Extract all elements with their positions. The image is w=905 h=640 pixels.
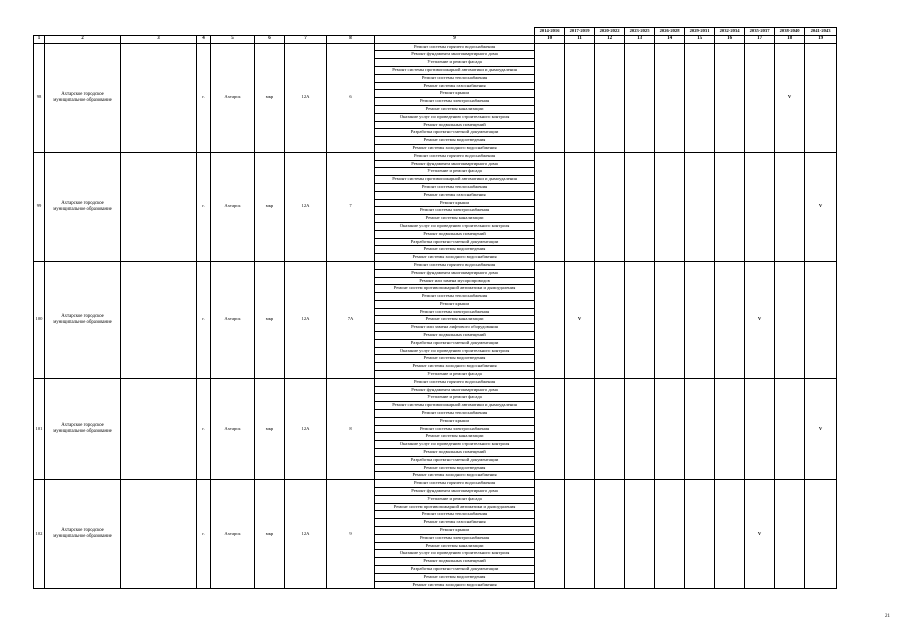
period-mark-cell [535,152,565,261]
period-mark-cell [745,378,775,479]
work-description: Ремонт системы теплоснабжения [375,293,535,301]
table-row [34,261,837,269]
settlement-type-cell: г. [197,378,211,479]
house-number-cell: 7 [327,152,375,261]
work-description: Разработка проектно-сметной документации [375,339,535,347]
period-mark-cell [685,152,715,261]
work-description: Ремонт систем противопожарной автоматики и дымоудаления [375,285,535,293]
column-number: 12 [595,35,625,43]
period-mark-cell [625,480,655,589]
period-mark-cell [595,43,625,152]
work-description: Ремонт системы газоснабжения [375,191,535,199]
column-number: 4 [197,35,211,43]
period-mark-cell [685,43,715,152]
period-mark-v: V [805,378,837,479]
table-row [34,480,837,488]
work-description: Ремонт подвальных помещений [375,332,535,340]
period-mark-cell [565,480,595,589]
work-description: Оказание услуг по проведению строительного контроля [375,441,535,449]
period-mark-cell [655,43,685,152]
work-description: Ремонт системы электроснабжения [375,425,535,433]
column-number: 10 [535,35,565,43]
work-description: Оказание услуг по проведению строительного контроля [375,113,535,121]
work-description: Утепление и ремонт фасада [375,59,535,67]
settlement-type-cell: г. [197,152,211,261]
work-description: Ремонт системы электроснабжения [375,534,535,542]
period-header: 2032-2034 [715,28,745,36]
house-number-cell: 7А [327,261,375,378]
period-mark-cell [715,152,745,261]
table-row [34,378,837,386]
column-number: 17 [745,35,775,43]
street-cell: 12А [285,43,327,152]
work-description: Разработка проектно-сметной документации [375,565,535,573]
record-number: 102 [34,480,45,589]
table-row [34,152,837,160]
work-description: Ремонт системы холодного водоснабжения [375,144,535,152]
page-number: 21 [885,614,890,619]
capital-repair-table [33,27,837,589]
district-cell: мкр [255,152,285,261]
settlement-type-cell: г. [197,480,211,589]
work-description: Ремонт фундамента многоквартирного дома [375,160,535,168]
work-description: Ремонт системы холодного водоснабжения [375,254,535,262]
column-number: 14 [655,35,685,43]
period-mark-v: V [565,261,595,378]
work-description: Утепление и ремонт фасада [375,394,535,402]
period-header: 2014-2016 [535,28,565,36]
period-header: 2023-2025 [625,28,655,36]
period-mark-cell [655,480,685,589]
work-description: Ремонт системы холодного водоснабжения [375,581,535,589]
period-mark-cell [775,480,805,589]
column-number: 15 [685,35,715,43]
work-description: Ремонт подвальных помещений [375,449,535,457]
period-mark-cell [715,43,745,152]
column-number: 9 [375,35,535,43]
period-mark-cell [625,261,655,378]
work-description: Ремонт системы газоснабжения [375,82,535,90]
work-description: Ремонт системы водоотведения [375,246,535,254]
work-description: Ремонт системы канализации [375,215,535,223]
work-description: Ремонт системы канализации [375,542,535,550]
work-description: Оказание услуг по проведению строительного контроля [375,550,535,558]
work-description: Ремонт системы противопожарной автоматики и дымоудаления [375,402,535,410]
column-number: 6 [255,35,285,43]
work-description: Ремонт системы горячего водоснабжения [375,378,535,386]
period-mark-cell [595,480,625,589]
period-mark-cell [535,261,565,378]
period-mark-cell [595,152,625,261]
street-cell: 12А [285,152,327,261]
column-number: 16 [715,35,745,43]
work-description: Ремонт системы теплоснабжения [375,511,535,519]
column-number: 13 [625,35,655,43]
work-description: Ремонт подвальных помещений [375,558,535,566]
work-description: Ремонт крыши [375,300,535,308]
work-description: Ремонт фундамента многоквартирного дома [375,488,535,496]
period-header: 2035-2037 [745,28,775,36]
period-mark-cell [535,480,565,589]
work-description: Разработка проектно-сметной документации [375,456,535,464]
period-header: 2020-2022 [595,28,625,36]
period-mark-cell [715,480,745,589]
municipality-cell: Ахтарское городское муниципальное образование [45,480,121,589]
work-description: Ремонт системы электроснабжения [375,98,535,106]
period-header: 2029-2031 [685,28,715,36]
register-sheet [33,27,837,589]
work-description: Ремонт системы водоотведения [375,355,535,363]
period-mark-v: V [745,480,775,589]
work-description: Оказание услуг по проведению строительного контроля [375,347,535,355]
street-cell: 12А [285,378,327,479]
period-mark-v: V [805,152,837,261]
work-description: Ремонт системы канализации [375,433,535,441]
period-mark-cell [775,261,805,378]
city-cell: Ахтарск [211,378,255,479]
period-mark-cell [595,378,625,479]
work-description: Ремонт подвальных помещений [375,230,535,238]
work-description: Ремонт системы газоснабжения [375,519,535,527]
house-number-cell: 8 [327,378,375,479]
work-description: Ремонт системы противопожарной автоматики и дымоудаления [375,66,535,74]
column-number: 3 [121,35,197,43]
period-mark-cell [715,378,745,479]
work-description: Ремонт системы теплоснабжения [375,183,535,191]
period-mark-cell [805,480,837,589]
period-mark-cell [775,378,805,479]
settlement-type-cell: г. [197,43,211,152]
column-number: 18 [775,35,805,43]
work-description: Разработка проектно-сметной документации [375,238,535,246]
work-description: Ремонт системы водоотведения [375,137,535,145]
period-mark-cell [625,43,655,152]
district-cell: мкр [255,43,285,152]
period-mark-cell [685,378,715,479]
record-number: 100 [34,261,45,378]
work-description: Ремонт фундамента многоквартирного дома [375,51,535,59]
record-number: 101 [34,378,45,479]
period-mark-cell [685,261,715,378]
municipality-cell: Ахтарское городское муниципальное образование [45,378,121,479]
work-description: Ремонт систем противопожарной автоматики и дымоудаления [375,503,535,511]
column-number: 11 [565,35,595,43]
work-description: Ремонт или замена лифтового оборудования [375,324,535,332]
work-description: Ремонт системы электроснабжения [375,207,535,215]
municipality-cell: Ахтарское городское муниципальное образование [45,261,121,378]
period-header-row [34,28,837,36]
municipality-cell: Ахтарское городское муниципальное образование [45,43,121,152]
column-number: 7 [285,35,327,43]
district-cell: мкр [255,261,285,378]
work-description: Ремонт системы горячего водоснабжения [375,152,535,160]
period-mark-cell [685,480,715,589]
work-description: Ремонт подвальных помещений [375,121,535,129]
period-mark-cell [655,152,685,261]
blank-cell [121,480,197,589]
work-description: Ремонт системы электроснабжения [375,308,535,316]
period-mark-cell [805,261,837,378]
city-cell: Ахтарск [211,152,255,261]
period-header: 2041-2043 [805,28,837,36]
blank-cell [121,261,197,378]
city-cell: Ахтарск [211,480,255,589]
work-description: Ремонт системы водоотведения [375,464,535,472]
column-number: 8 [327,35,375,43]
blank-cell [121,152,197,261]
period-mark-cell [625,378,655,479]
work-description: Ремонт крыши [375,527,535,535]
work-description: Ремонт крыши [375,90,535,98]
work-description: Ремонт системы теплоснабжения [375,74,535,82]
period-mark-cell [745,43,775,152]
district-cell: мкр [255,480,285,589]
period-mark-v: V [775,43,805,152]
work-description: Ремонт крыши [375,417,535,425]
city-cell: Ахтарск [211,261,255,378]
work-description: Ремонт системы противопожарной автоматики и дымоудаления [375,176,535,184]
column-number: 1 [34,35,45,43]
period-mark-cell [775,152,805,261]
house-number-cell: 6 [327,43,375,152]
municipality-cell: Ахтарское городское муниципальное образование [45,152,121,261]
work-description: Разработка проектно-сметной документации [375,129,535,137]
house-number-cell: 9 [327,480,375,589]
period-header: 2038-2040 [775,28,805,36]
table-row [34,43,837,51]
work-description: Ремонт фундамента многоквартирного дома [375,269,535,277]
period-mark-cell [655,378,685,479]
work-description: Ремонт фундамента многоквартирного дома [375,386,535,394]
period-mark-v: V [745,261,775,378]
column-number: 19 [805,35,837,43]
work-description: Ремонт системы холодного водоснабжения [375,472,535,480]
record-number: 98 [34,43,45,152]
header-blank-cell [34,28,535,36]
blank-cell [121,378,197,479]
work-description: Ремонт системы водоотведения [375,573,535,581]
column-number: 2 [45,35,121,43]
record-number: 99 [34,152,45,261]
period-mark-cell [565,152,595,261]
district-cell: мкр [255,378,285,479]
work-description: Утепление и ремонт фасада [375,168,535,176]
work-description: Утепление и ремонт фасада [375,495,535,503]
work-description: Ремонт системы холодного водоснабжения [375,363,535,371]
work-description: Ремонт системы горячего водоснабжения [375,261,535,269]
period-header: 2017-2019 [565,28,595,36]
work-description: Ремонт системы канализации [375,316,535,324]
work-description: Ремонт системы горячего водоснабжения [375,480,535,488]
street-cell: 12А [285,480,327,589]
settlement-type-cell: г. [197,261,211,378]
work-description: Ремонт системы теплоснабжения [375,410,535,418]
period-mark-cell [535,378,565,479]
period-mark-cell [805,43,837,152]
blank-cell [121,43,197,152]
work-description: Ремонт крыши [375,199,535,207]
period-mark-cell [535,43,565,152]
period-mark-cell [595,261,625,378]
period-mark-cell [625,152,655,261]
period-mark-cell [655,261,685,378]
column-number: 5 [211,35,255,43]
city-cell: Ахтарск [211,43,255,152]
work-description: Ремонт системы горячего водоснабжения [375,43,535,51]
street-cell: 12А [285,261,327,378]
period-mark-cell [745,152,775,261]
work-description: Ремонт или замена мусоропроводов [375,277,535,285]
period-mark-cell [715,261,745,378]
period-mark-cell [565,378,595,479]
work-description: Ремонт системы канализации [375,105,535,113]
work-description: Оказание услуг по проведению строительного контроля [375,222,535,230]
period-header: 2026-2028 [655,28,685,36]
period-mark-cell [565,43,595,152]
column-number-row [34,35,837,43]
work-description: Утепление и ремонт фасада [375,371,535,379]
